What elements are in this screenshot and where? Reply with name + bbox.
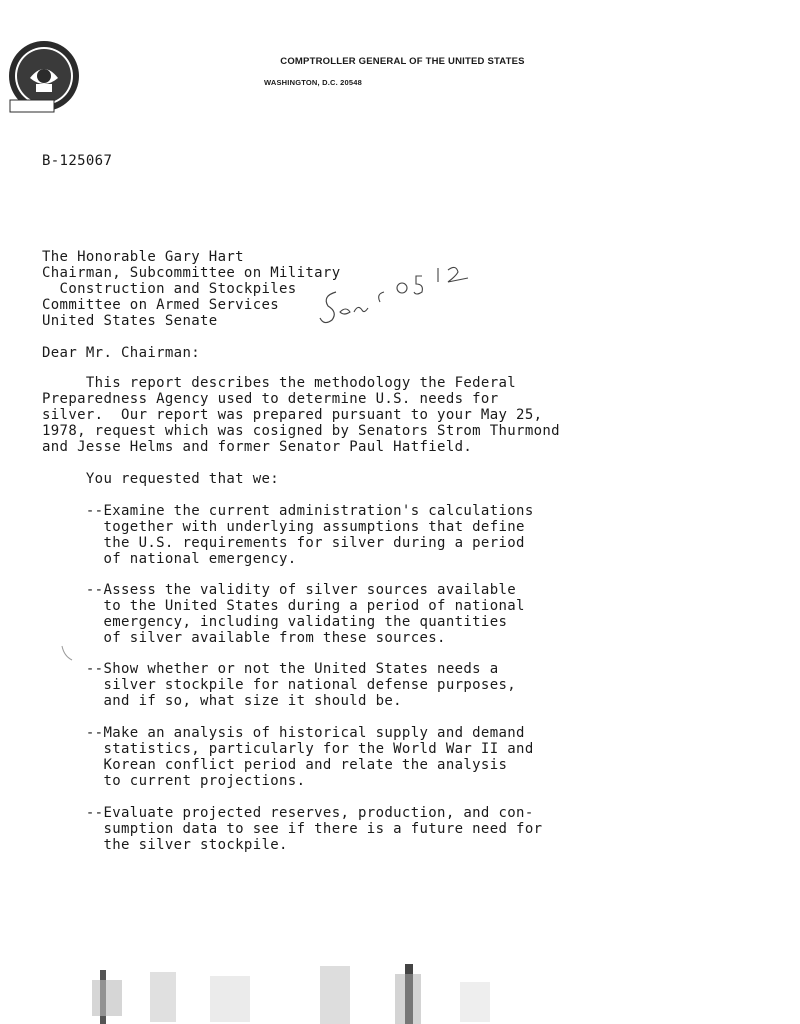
item-line: the silver stockpile. [42, 837, 288, 853]
item-line: the U.S. requirements for silver during a period [42, 535, 525, 551]
letterhead-title: COMPTROLLER GENERAL OF THE UNITED STATES [280, 56, 525, 67]
item-line: together with underlying assumptions that define [42, 519, 525, 535]
item-line: to current projections. [42, 773, 306, 789]
item-line: --Evaluate projected reserves, production, and con- [42, 805, 534, 821]
request-lead: You requested that we: [42, 471, 280, 487]
letterhead-address: WASHINGTON, D.C. 20548 [264, 78, 363, 87]
item-line: of silver available from these sources. [42, 630, 446, 646]
addressee-line: The Honorable Gary Hart [42, 249, 244, 265]
item-line: and if so, what size it should be. [42, 693, 402, 709]
addressee-line: United States Senate [42, 313, 218, 329]
item-line: --Assess the validity of silver sources available [42, 582, 517, 598]
scan-artifact [80, 962, 500, 1024]
item-line: emergency, including validating the quantities [42, 614, 508, 630]
item-line: --Examine the current administration's calculations [42, 503, 534, 519]
salutation: Dear Mr. Chairman: [42, 345, 201, 361]
comptroller-general-seal [6, 38, 82, 114]
addressee-line: Chairman, Subcommittee on Military [42, 265, 341, 281]
file-number: B-125067 [42, 153, 113, 169]
paragraph-line: This report describes the methodology the Federal [42, 375, 517, 391]
paragraph-line: and Jesse Helms and former Senator Paul Hatfield. [42, 439, 473, 455]
item-line: --Show whether or not the United States needs a [42, 661, 499, 677]
addressee-line: Construction and Stockpiles [42, 281, 297, 297]
item-line: --Make an analysis of historical supply and demand [42, 725, 525, 741]
handwritten-notation [318, 262, 478, 332]
item-line: statistics, particularly for the World War II and [42, 741, 534, 757]
item-line: Korean conflict period and relate the analysis [42, 757, 508, 773]
item-line: sumption data to see if there is a future need for [42, 821, 543, 837]
paragraph-line: 1978, request which was cosigned by Senators Strom Thurmond [42, 423, 560, 439]
paragraph-line: Preparedness Agency used to determine U.S. needs for [42, 391, 499, 407]
pencil-mark [60, 644, 74, 662]
item-line: silver stockpile for national defense purposes, [42, 677, 517, 693]
paragraph-line: silver. Our report was prepared pursuant to your May 25, [42, 407, 543, 423]
addressee-line: Committee on Armed Services [42, 297, 280, 313]
item-line: to the United States during a period of national [42, 598, 525, 614]
item-line: of national emergency. [42, 551, 297, 567]
